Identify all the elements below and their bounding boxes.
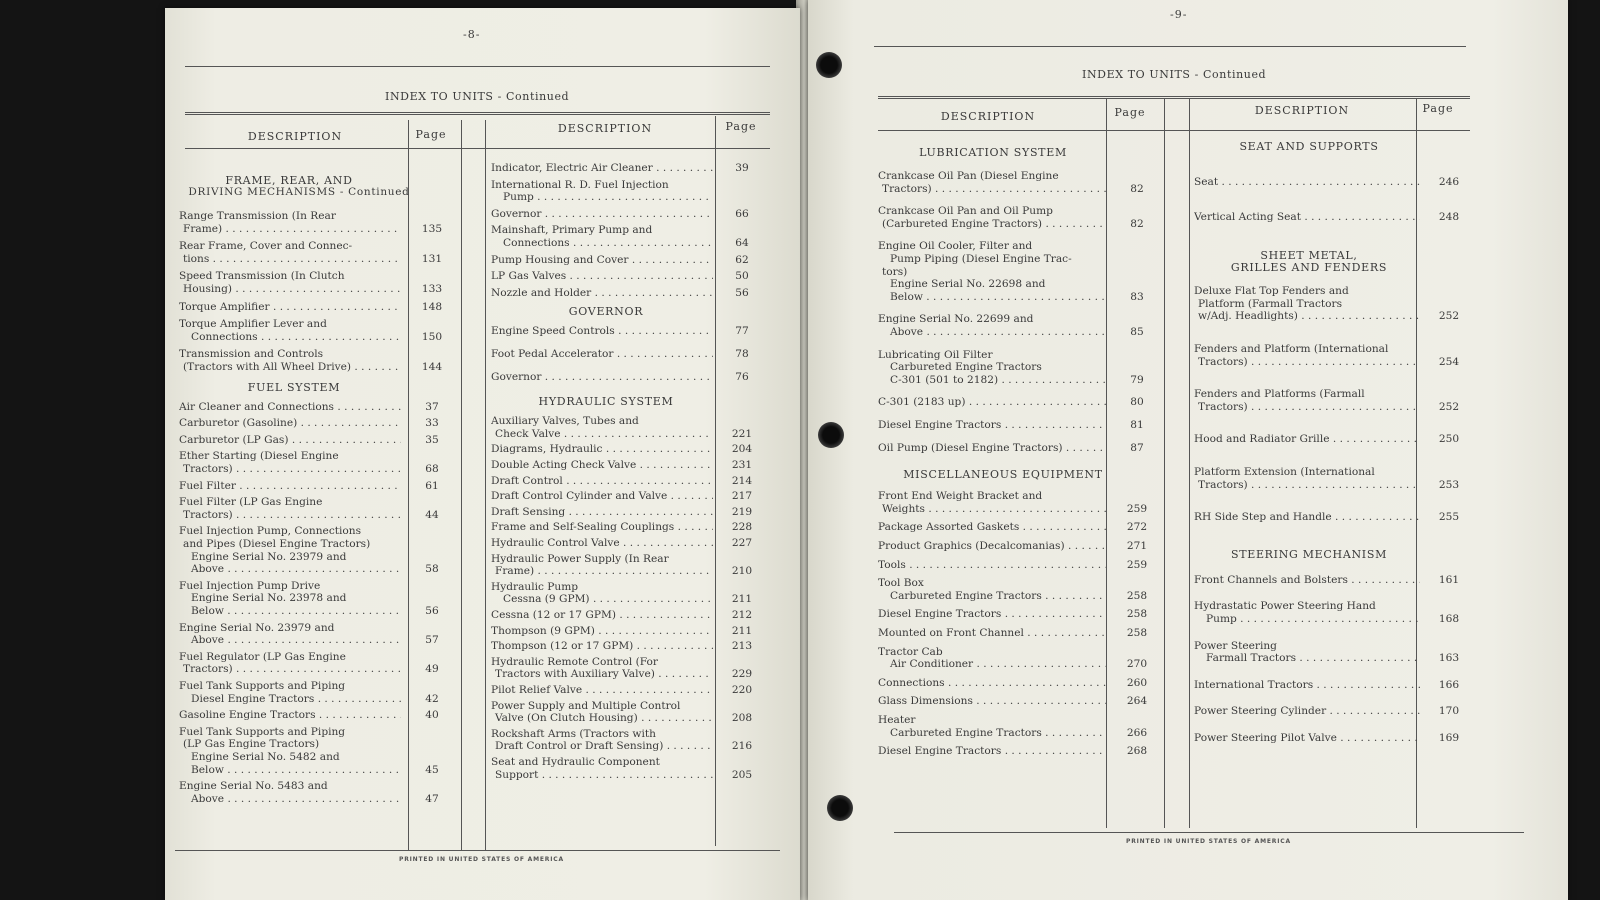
entry-page-number: 252 [1438, 400, 1460, 413]
section-heading: LUBRICATION SYSTEM [919, 146, 1067, 159]
entry-description: Tractors) . . . [179, 463, 401, 476]
entry-description: Tools . . . [878, 559, 1106, 572]
entry-description: Tractors) . . . [1194, 479, 1420, 492]
entry-description: Fuel Tank Supports and Piping [179, 725, 346, 738]
entry-description: Tractors) . . . [1194, 401, 1420, 414]
entry-page-number: 248 [1438, 210, 1460, 223]
entry-description: Above . . . [179, 634, 401, 647]
entry-description: tions . . . [179, 253, 401, 266]
section-heading: HYDRAULIC SYSTEM [538, 395, 674, 409]
entry-description: Diesel Engine Tractors . . . [878, 745, 1106, 758]
entry-description: Carbureted Engine Tractors . . . [878, 590, 1106, 603]
entry-description: Engine Serial No. 5482 and [191, 751, 340, 763]
entry-description: Seat and Hydraulic Component [491, 756, 660, 768]
column-divider [485, 120, 486, 850]
left-page [165, 8, 800, 900]
entry-page-number: 266 [1126, 726, 1148, 739]
entry-page-number: 35 [425, 433, 439, 446]
entry-description: Rear Frame, Cover and Connec- [179, 240, 353, 253]
entry-description: Fuel Filter (LP Gas Engine [179, 496, 323, 509]
entry-page-number: 260 [1126, 676, 1148, 689]
entry-description: Frame and Self-Sealing Couplings . . . [491, 521, 713, 534]
entry-page-number: 213 [731, 640, 753, 653]
entry-description: Weights . . . [878, 503, 1106, 516]
entry-page-number: 258 [1126, 589, 1148, 602]
entry-page-number: 40 [425, 709, 439, 722]
entry-description: w/Adj. Headlights) . . . [1194, 310, 1420, 323]
entry-description: (LP Gas Engine Tractors) [183, 738, 320, 751]
entry-page-number: 250 [1438, 433, 1460, 446]
entry-page-number: 78 [735, 348, 749, 360]
entry-description: Draft Control or Draft Sensing) . . . [491, 740, 713, 753]
entry-page-number: 168 [1438, 613, 1460, 625]
entry-description: Thompson (12 or 17 GPM) . . . [491, 640, 713, 653]
entry-description: Power Steering Pilot Valve . . . [1194, 732, 1420, 745]
header-rule [878, 96, 1470, 99]
page-header: Page [415, 128, 447, 141]
entry-description: Below . . . [179, 605, 401, 618]
entry-description: Carbureted Engine Tractors . . . [878, 727, 1106, 740]
entry-page-number: 272 [1126, 521, 1148, 534]
entry-page-number: 82 [1130, 217, 1144, 230]
entry-page-number: 79 [1130, 373, 1144, 386]
entry-description: Torque Amplifier . . . [179, 301, 401, 314]
entry-page-number: 148 [421, 300, 443, 313]
right-page [808, 0, 1568, 900]
index-column [491, 158, 771, 848]
entry-page-number: 169 [1438, 732, 1460, 744]
entry-page-number: 259 [1126, 502, 1148, 515]
entry-description: Range Transmission (In Rear [179, 210, 336, 222]
entry-page-number: 211 [731, 624, 753, 637]
entry-description: Below . . . [878, 291, 1106, 304]
entry-description: Seat . . . [1194, 176, 1420, 189]
entry-description: C-301 (2183 up) . . . [878, 396, 1106, 409]
entry-page-number: 82 [1130, 182, 1144, 195]
entry-page-number: 163 [1438, 652, 1460, 665]
entry-description: Hood and Radiator Grille . . . [1194, 433, 1420, 446]
entry-description: Vertical Acting Seat . . . [1194, 211, 1420, 224]
entry-description: Double Acting Check Valve . . . [491, 459, 713, 472]
entry-description: Draft Control Cylinder and Valve . . . [491, 490, 713, 503]
entry-description: Power Steering [1194, 639, 1277, 652]
entry-description: Rockshaft Arms (Tractors with [491, 727, 656, 740]
entry-page-number: 56 [425, 605, 439, 617]
entry-page-number: 258 [1126, 627, 1148, 639]
entry-description: Connections . . . [179, 331, 401, 344]
entry-description: Air Conditioner . . . [878, 658, 1106, 671]
entry-page-number: 57 [425, 634, 439, 647]
entry-description: Platform Extension (International [1194, 466, 1375, 478]
entry-description: Power Supply and Multiple Control [491, 699, 681, 712]
page-header-2: Page [1422, 102, 1454, 115]
entry-page-number: 229 [731, 668, 753, 681]
entry-description: Transmission and Controls [179, 348, 324, 361]
entry-description: Above . . . [179, 793, 401, 806]
entry-description: Tractors with Auxiliary Valve) . . . [491, 668, 713, 681]
entry-description: Torque Amplifier Lever and [179, 318, 327, 331]
entry-description: (Carbureted Engine Tractors) . . . [878, 218, 1106, 231]
entry-description: Crankcase Oil Pan (Diesel Engine [878, 170, 1059, 182]
description-header: DESCRIPTION [940, 110, 1036, 123]
entry-description: Tool Box [878, 577, 924, 590]
entry-description: Engine Serial No. 23979 and [179, 621, 335, 634]
entry-page-number: 231 [731, 459, 753, 471]
entry-description: Nozzle and Holder . . . [491, 287, 713, 300]
page-number: -9- [1170, 8, 1188, 21]
description-header-2: DESCRIPTION [557, 122, 653, 135]
entry-page-number: 68 [425, 463, 439, 475]
entry-description: Heater [878, 714, 916, 726]
entry-description: Pump . . . [491, 191, 713, 204]
entry-page-number: 58 [425, 563, 439, 576]
entry-page-number: 47 [425, 792, 439, 805]
entry-page-number: 62 [735, 253, 749, 266]
entry-description: Carburetor (LP Gas) . . . [179, 434, 401, 447]
index-column [179, 168, 459, 858]
entry-page-number: 212 [731, 609, 753, 621]
entry-description: Connections . . . [491, 237, 713, 250]
entry-description: Frame) . . . [179, 223, 401, 236]
entry-page-number: 56 [735, 286, 749, 299]
entry-description: Indicator, Electric Air Cleaner . . . [491, 162, 713, 175]
entry-description: Mounted on Front Channel . . . [878, 627, 1106, 640]
entry-page-number: 228 [731, 521, 753, 534]
entry-description: Gasoline Engine Tractors . . . [179, 709, 401, 722]
entry-description: Governor . . . [491, 208, 713, 221]
header-rule [185, 112, 770, 115]
column-divider [1189, 98, 1190, 828]
entry-description: Frame) . . . [491, 565, 713, 578]
entry-description: Foot Pedal Accelerator . . . [491, 348, 713, 361]
entry-page-number: 255 [1438, 511, 1460, 524]
entry-page-number: 253 [1438, 478, 1460, 491]
entry-page-number: 220 [731, 684, 753, 696]
description-header: DESCRIPTION [247, 130, 343, 143]
entry-description: Oil Pump (Diesel Engine Tractors) . . . [878, 442, 1106, 455]
entry-description: Cessna (12 or 17 GPM) . . . [491, 609, 713, 622]
entry-description: (Tractors with All Wheel Drive) . . . [179, 361, 401, 374]
entry-description: Diesel Engine Tractors . . . [179, 693, 401, 706]
entry-description: Engine Oil Cooler, Filter and [878, 240, 1033, 253]
entry-description: Ether Starting (Diesel Engine [179, 450, 339, 463]
entry-page-number: 264 [1126, 695, 1148, 708]
entry-page-number: 170 [1438, 705, 1460, 718]
entry-description: Governor . . . [491, 371, 713, 384]
entry-page-number: 217 [731, 490, 753, 503]
entry-description: Engine Speed Controls . . . [491, 325, 713, 338]
entry-description: Pump Housing and Cover . . . [491, 254, 713, 267]
header-bottom-rule [878, 130, 1470, 131]
entry-description: Diesel Engine Tractors . . . [878, 419, 1106, 432]
entry-page-number: 64 [735, 237, 749, 249]
entry-description: Lubricating Oil Filter [878, 348, 993, 361]
entry-description: International Tractors . . . [1194, 679, 1420, 692]
entry-description: LP Gas Valves . . . [491, 270, 713, 283]
entry-description: Thompson (9 GPM) . . . [491, 625, 713, 638]
section-heading: GRILLES AND FENDERS [1230, 261, 1388, 275]
top-rule [874, 46, 1466, 47]
entry-page-number: 45 [425, 763, 439, 776]
entry-description: Hydraulic Remote Control (For [491, 655, 658, 668]
entry-description: Pump . . . [1194, 613, 1420, 626]
entry-description: Fuel Regulator (LP Gas Engine [179, 650, 346, 663]
entry-description: Deluxe Flat Top Fenders and [1194, 285, 1349, 298]
column-divider [461, 120, 462, 850]
page-header: Page [1114, 106, 1146, 119]
entry-page-number: 37 [425, 400, 439, 413]
entry-page-number: 259 [1126, 558, 1148, 571]
entry-description: Carbureted Engine Tractors [890, 361, 1042, 374]
section-heading: DRIVING MECHANISMS - Continued [188, 186, 410, 198]
entry-page-number: 246 [1438, 176, 1460, 188]
entry-page-number: 33 [425, 417, 439, 430]
entry-page-number: 80 [1130, 396, 1144, 409]
entry-page-number: 161 [1438, 573, 1460, 586]
entry-description: C-301 (501 to 2182) . . . [878, 374, 1106, 387]
section-heading: SHEET METAL, [1260, 249, 1358, 263]
entry-description: tors) [882, 265, 908, 278]
entry-description: Tractors) . . . [179, 663, 401, 676]
top-rule [185, 66, 770, 67]
entry-description: Hydraulic Pump [491, 580, 579, 593]
entry-page-number: 76 [735, 370, 749, 383]
entry-description: Hydraulic Control Valve . . . [491, 537, 713, 550]
entry-description: Hydraulic Power Supply (In Rear [491, 552, 669, 565]
entry-description: Power Steering Cylinder . . . [1194, 705, 1420, 718]
entry-page-number: 81 [1130, 419, 1144, 431]
entry-description: Platform (Farmall Tractors [1198, 297, 1343, 310]
entry-page-number: 150 [421, 330, 443, 343]
entry-page-number: 77 [735, 325, 749, 338]
entry-page-number: 66 [735, 207, 749, 220]
entry-description: Draft Control . . . [491, 475, 713, 488]
entry-page-number: 50 [735, 270, 749, 283]
entry-description: Glass Dimensions . . . [878, 695, 1106, 708]
binder-hole [818, 422, 844, 448]
entry-description: Front Channels and Bolsters . . . [1194, 574, 1420, 587]
page-number: -8- [463, 28, 481, 41]
entry-description: Fuel Filter . . . [179, 480, 401, 493]
entry-page-number: 254 [1438, 355, 1460, 368]
section-heading: SEAT AND SUPPORTS [1239, 140, 1379, 153]
entry-description: Diagrams, Hydraulic . . . [491, 443, 713, 456]
entry-page-number: 221 [731, 427, 753, 440]
entry-description: International R. D. Fuel Injection [491, 178, 669, 191]
page-header-2: Page [725, 120, 757, 133]
entry-page-number: 252 [1438, 310, 1460, 323]
entry-description: Fuel Injection Pump, Connections [179, 525, 362, 538]
entry-page-number: 270 [1126, 658, 1148, 671]
entry-description: Crankcase Oil Pan and Oil Pump [878, 205, 1053, 218]
entry-description: Front End Weight Bracket and [878, 490, 1043, 503]
section-heading: MISCELLANEOUS EQUIPMENT [903, 468, 1103, 482]
entry-description: Fenders and Platforms (Farmall [1194, 388, 1365, 401]
entry-description: Auxiliary Valves, Tubes and [491, 415, 639, 428]
entry-description: and Pipes (Diesel Engine Tractors) [183, 538, 371, 550]
entry-description: Engine Serial No. 22699 and [878, 313, 1034, 326]
entry-description: Engine Serial No. 22698 and [890, 278, 1046, 291]
entry-page-number: 216 [731, 740, 753, 753]
entry-page-number: 210 [731, 565, 753, 578]
entry-description: Pilot Relief Valve . . . [491, 684, 713, 697]
section-heading: GOVERNOR [568, 305, 644, 319]
entry-description: Below . . . [179, 764, 401, 777]
description-header-2: DESCRIPTION [1254, 104, 1350, 117]
entry-page-number: 258 [1126, 608, 1148, 621]
index-column [1194, 140, 1484, 830]
section-heading: FUEL SYSTEM [247, 380, 341, 394]
entry-page-number: 204 [731, 443, 753, 456]
entry-page-number: 44 [425, 508, 439, 521]
entry-page-number: 144 [421, 361, 443, 373]
entry-description: Engine Serial No. 5483 and [179, 780, 328, 793]
entry-description: Fenders and Platform (International [1194, 343, 1389, 355]
entry-description: Valve (On Clutch Housing) . . . [491, 712, 713, 725]
entry-page-number: 166 [1438, 678, 1460, 691]
entry-description: Tractors) . . . [179, 509, 401, 522]
entry-description: Engine Serial No. 23978 and [191, 592, 347, 605]
entry-description: Pump Piping (Diesel Engine Trac- [890, 253, 1072, 265]
entry-description: Check Valve . . . [491, 428, 713, 441]
entry-description: Tractor Cab [878, 645, 943, 658]
printed-footer: PRINTED IN UNITED STATES OF AMERICA [1126, 838, 1291, 845]
entry-description: Fuel Tank Supports and Piping [179, 680, 346, 692]
entry-page-number: 133 [421, 283, 443, 295]
section-heading: FRAME, REAR, AND [225, 174, 353, 187]
entry-description: Speed Transmission (In Clutch [179, 270, 345, 283]
header-bottom-rule [185, 148, 770, 149]
entry-page-number: 271 [1126, 540, 1148, 552]
entry-description: Tractors) . . . [1194, 356, 1420, 369]
entry-page-number: 87 [1130, 441, 1144, 454]
section-heading: STEERING MECHANISM [1230, 547, 1388, 561]
entry-page-number: 219 [731, 505, 753, 518]
printed-footer: PRINTED IN UNITED STATES OF AMERICA [399, 856, 564, 863]
entry-description: Product Graphics (Decalcomanias) . . . [878, 540, 1106, 553]
entry-page-number: 268 [1126, 745, 1148, 758]
page-title: INDEX TO UNITS - Continued [1082, 68, 1267, 81]
entry-page-number: 135 [421, 222, 443, 235]
entry-description: Cessna (9 GPM) . . . [491, 593, 713, 606]
entry-description: Support . . . [491, 769, 713, 782]
entry-description: Draft Sensing . . . [491, 506, 713, 519]
entry-page-number: 208 [731, 712, 753, 725]
bottom-rule [894, 832, 1524, 833]
entry-description: Fuel Injection Pump Drive [179, 579, 321, 592]
entry-description: RH Side Step and Handle . . . [1194, 511, 1420, 524]
entry-description: Tractors) . . . [878, 183, 1106, 196]
entry-description: Carburetor (Gasoline) . . . [179, 417, 401, 430]
entry-description: Air Cleaner and Connections . . . [179, 401, 401, 414]
entry-description: Hydrastatic Power Steering Hand [1194, 600, 1376, 613]
entry-page-number: 83 [1130, 290, 1144, 303]
entry-page-number: 85 [1130, 326, 1144, 338]
entry-page-number: 39 [735, 162, 749, 174]
entry-description: Engine Serial No. 23979 and [191, 550, 347, 563]
entry-description: Package Assorted Gaskets . . . [878, 521, 1106, 534]
entry-page-number: 211 [731, 593, 753, 606]
entry-description: Above . . . [878, 326, 1106, 339]
entry-page-number: 227 [731, 537, 753, 549]
bottom-rule [175, 850, 780, 851]
index-column [878, 146, 1168, 836]
binder-hole [816, 52, 842, 78]
entry-page-number: 49 [425, 663, 439, 676]
entry-page-number: 214 [731, 474, 753, 487]
entry-description: Connections . . . [878, 677, 1106, 690]
entry-page-number: 42 [425, 692, 439, 705]
entry-description: Housing) . . . [179, 283, 401, 296]
binder-hole [827, 795, 853, 821]
entry-description: Mainshaft, Primary Pump and [491, 224, 653, 237]
entry-page-number: 131 [421, 252, 443, 265]
entry-description: Above . . . [179, 563, 401, 576]
entry-description: Diesel Engine Tractors . . . [878, 608, 1106, 621]
entry-page-number: 205 [731, 768, 753, 781]
entry-description: Farmall Tractors . . . [1194, 652, 1420, 665]
entry-page-number: 61 [425, 479, 439, 492]
page-title: INDEX TO UNITS - Continued [385, 90, 570, 103]
